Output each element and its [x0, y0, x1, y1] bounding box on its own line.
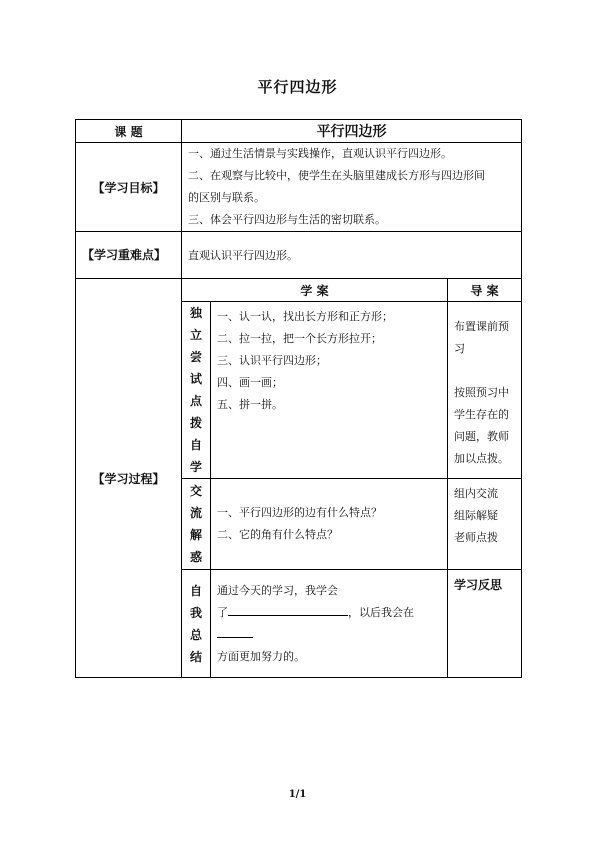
process-label: 【学习过程】 [76, 279, 182, 678]
summary-line: 通过今天的学习，我学会 [217, 583, 338, 597]
xuean-header: 学 案 [182, 279, 448, 302]
lesson-plan-table [75, 119, 522, 678]
section-exchange-items [211, 479, 448, 570]
section-char: 惑 [189, 550, 202, 564]
reflect-label: 学习反思 [454, 578, 503, 592]
section-independent-name [182, 302, 211, 479]
topic-value: 平行四边形 [182, 120, 522, 143]
list-item: 一、平行四边形的边有什么特点？ [217, 506, 382, 519]
guide-text: 组内交流 [454, 487, 498, 500]
fill-blank-learned[interactable] [228, 602, 348, 616]
section-char: 解 [189, 528, 202, 542]
section-exchange-guide [448, 479, 522, 570]
section-char: 学 [189, 460, 202, 474]
section-char: 总 [189, 627, 202, 642]
section-char: 尝 [189, 350, 202, 364]
summary-text: 了 [217, 605, 228, 619]
list-item: 一、认一认，找出长方形和正方形； [217, 310, 393, 323]
goal-line: 一、通过生活情景与实践操作，直观认识平行四边形。 [188, 147, 452, 160]
key-points-row [76, 232, 522, 279]
section-char: 点 [189, 394, 202, 408]
goal-line: 三、体会平行四边形与生活的密切联系。 [188, 213, 386, 226]
section-summary-reflect [448, 570, 522, 678]
key-points-value: 直观认识平行四边形。 [182, 232, 522, 279]
topic-label: 课 题 [76, 120, 182, 143]
section-char: 我 [189, 605, 202, 620]
goals-row [76, 143, 522, 232]
section-char: 交 [189, 484, 202, 498]
goal-line: 二、在观察与比较中，使学生在头脑里建成长方形与四边形间 [188, 169, 485, 182]
section-char: 自 [189, 583, 202, 598]
page-number: 1/1 [288, 789, 307, 800]
list-item: 三、认识平行四边形； [217, 354, 327, 367]
goals-label: 【学习目标】 [76, 143, 182, 232]
summary-line: 方面更加努力的。 [217, 649, 305, 663]
summary-text: ，以后我会在 [348, 605, 414, 619]
list-item: 四、画一画； [217, 376, 283, 389]
section-summary-name [182, 570, 211, 678]
guide-text: 组际解疑 [454, 509, 498, 522]
section-char: 结 [189, 649, 202, 664]
section-exchange-name [182, 479, 211, 570]
key-points-label: 【学习重难点】 [76, 232, 182, 279]
section-char: 独 [189, 306, 202, 320]
section-char: 自 [189, 438, 202, 452]
list-item: 二、它的角有什么特点？ [217, 528, 338, 541]
guide-text: 按照预习中学生存在的问题，教师加以点拨。 [454, 386, 509, 465]
summary-line [217, 602, 441, 646]
section-independent-guide [448, 302, 522, 479]
list-item: 二、拉一拉，把一个长方形拉开； [217, 332, 382, 345]
process-header-row [76, 279, 522, 302]
goal-line: 的区别与联系。 [188, 191, 265, 204]
goals-content [182, 143, 522, 232]
document-title: 平行四边形 [257, 78, 338, 96]
section-independent-items [211, 302, 448, 479]
section-char: 流 [189, 506, 202, 520]
daoan-header: 导 案 [448, 279, 522, 302]
section-char: 拨 [189, 416, 202, 430]
guide-text: 布置课前预习 [454, 320, 509, 355]
topic-row [76, 120, 522, 143]
fill-blank-effort[interactable] [217, 624, 253, 638]
list-item: 五、拼一拼。 [217, 398, 283, 411]
section-char: 立 [189, 328, 202, 342]
section-char: 试 [189, 372, 202, 386]
guide-text: 老师点拨 [454, 531, 498, 544]
section-summary-content [211, 570, 448, 678]
